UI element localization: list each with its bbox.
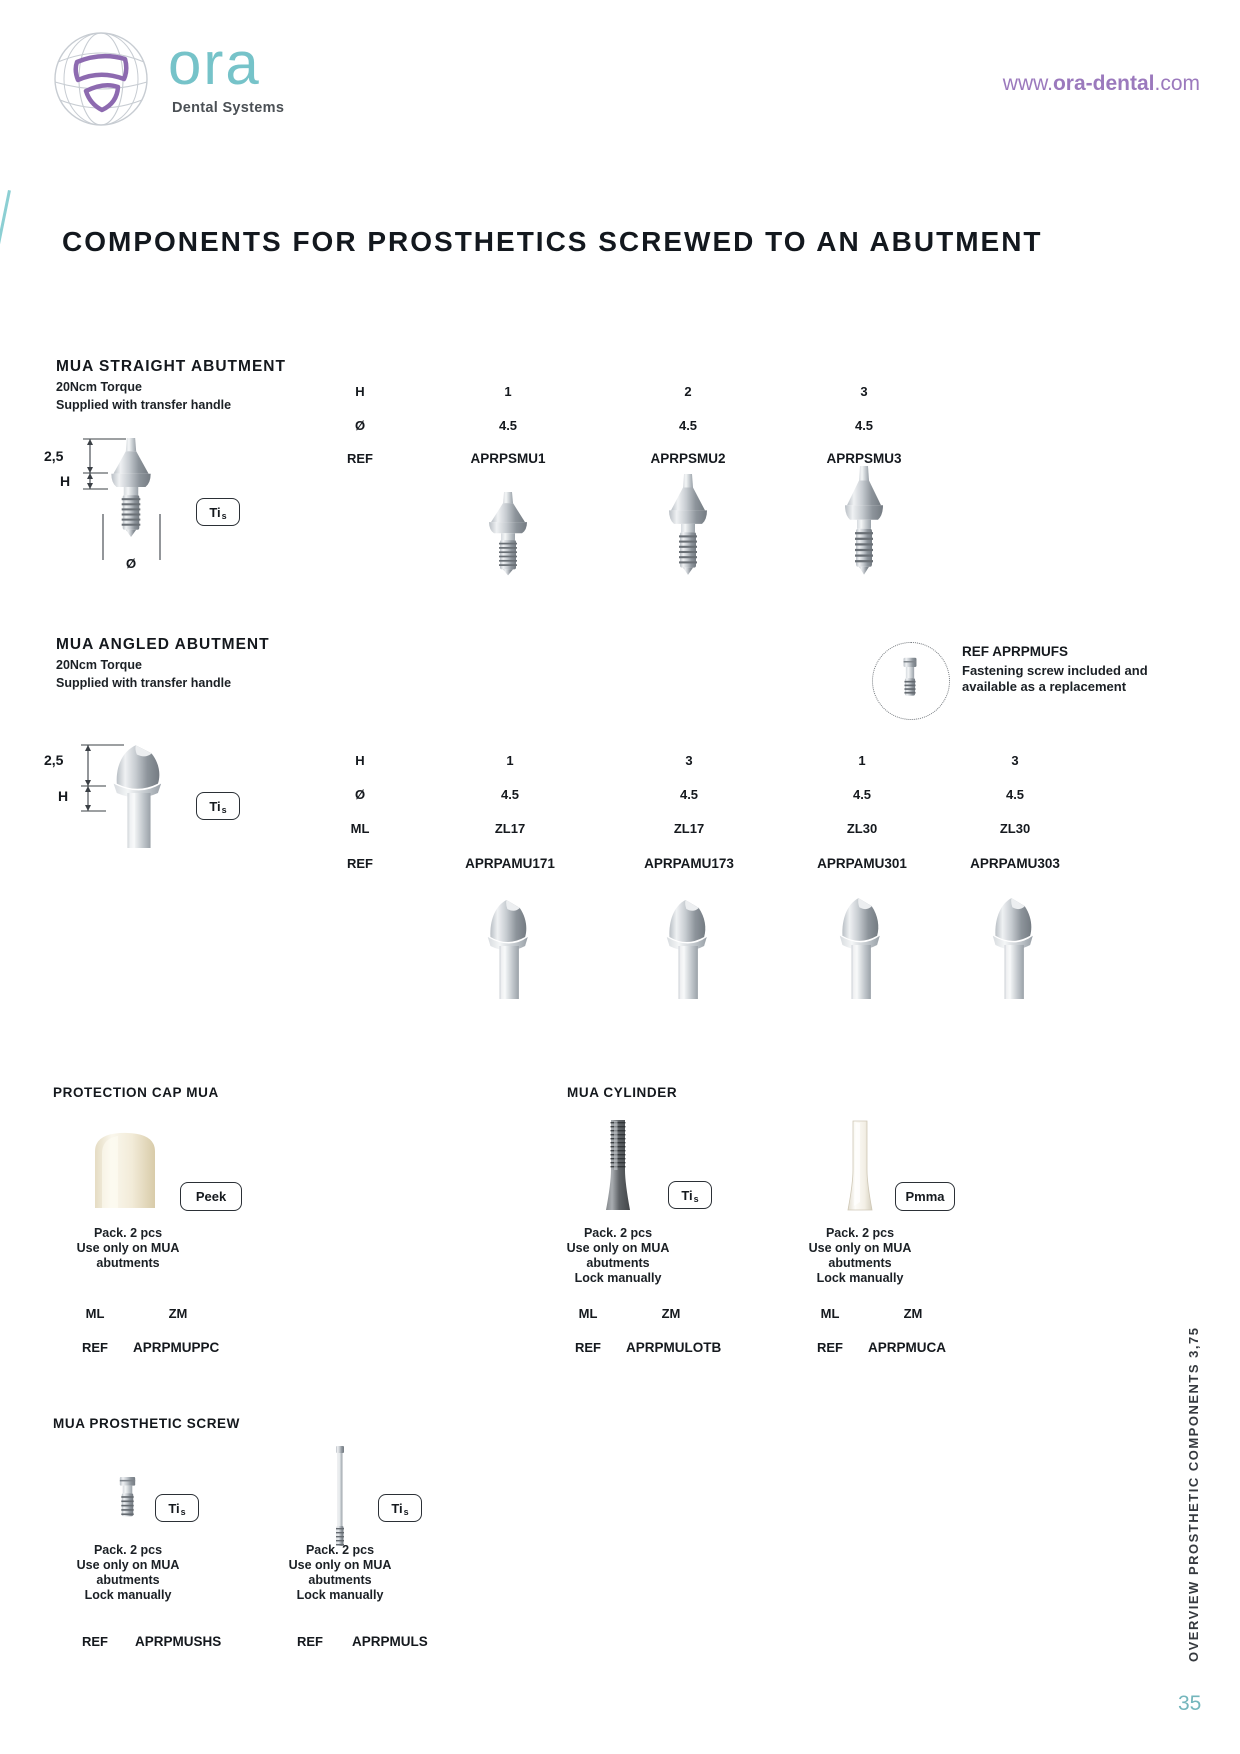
straight-d-value: 4.5 xyxy=(678,418,698,433)
straight-ref-row-label: REF xyxy=(347,451,373,466)
brand-subtitle: Dental Systems xyxy=(172,100,285,116)
angled-d-value: 4.5 xyxy=(500,787,520,802)
long-screw-image xyxy=(333,1446,347,1550)
url-suffix: .com xyxy=(1154,72,1200,95)
long-screw-material-badge xyxy=(378,1494,422,1522)
straight-h-value: 1 xyxy=(504,384,512,399)
material-label: Ti xyxy=(168,1500,180,1516)
angled-abutment-product-image xyxy=(657,895,721,999)
pack-note: Pack. 2 pcs xyxy=(305,1543,375,1557)
angled-ref-value: APRPAMU171 xyxy=(465,856,555,871)
fastening-note-ref: REF APRPMUFS xyxy=(962,644,1069,659)
angled-supplied-note: Supplied with transfer handle xyxy=(56,676,232,690)
straight-torque-note: 20Ncm Torque xyxy=(56,380,142,394)
straight-d-value: 4.5 xyxy=(498,418,518,433)
ti-cylinder-image xyxy=(601,1120,635,1212)
straight-section-heading: MUA STRAIGHT ABUTMENT xyxy=(56,358,286,375)
material-sub: s xyxy=(180,1506,186,1517)
ref-label: REF xyxy=(575,1340,601,1355)
pack-note: Pack. 2 pcs xyxy=(825,1226,895,1240)
pack-note: abutments xyxy=(96,1573,160,1587)
angled-section-heading: MUA ANGLED ABUTMENT xyxy=(56,636,270,653)
fastening-note-line2: available as a replacement xyxy=(962,679,1127,694)
pack-note: Lock manually xyxy=(574,1271,662,1285)
straight-h-value: 3 xyxy=(860,384,868,399)
pack-note: Pack. 2 pcs xyxy=(93,1543,163,1557)
ref-label: REF xyxy=(817,1340,843,1355)
angled-ml-value: ZL17 xyxy=(494,821,526,836)
pack-note: Use only on MUA xyxy=(566,1241,670,1255)
angled-ml-row-label: ML xyxy=(350,821,370,836)
material-sub: s xyxy=(403,1506,409,1517)
straight-dim-diameter-label: Ø xyxy=(125,556,137,571)
straight-dim-h-label: H xyxy=(60,473,71,489)
angled-ref-row-label: REF xyxy=(347,856,373,871)
fastening-screw-image xyxy=(898,656,922,702)
globe-logo-icon xyxy=(52,30,150,128)
angled-ml-value: ZL30 xyxy=(999,821,1031,836)
url-domain: ora-dental xyxy=(1052,72,1155,95)
material-sub: s xyxy=(221,510,227,521)
angled-d-value: 4.5 xyxy=(852,787,872,802)
angled-h-value: 1 xyxy=(858,753,866,768)
straight-d-value: 4.5 xyxy=(854,418,874,433)
angled-h-value: 3 xyxy=(685,753,693,768)
angled-d-value: 4.5 xyxy=(679,787,699,802)
straight-d-row-label: Ø xyxy=(354,418,366,433)
angled-d-value: 4.5 xyxy=(1005,787,1025,802)
short-screw-material-badge xyxy=(155,1494,199,1522)
zm-column-label: ZM xyxy=(903,1306,923,1321)
prosthetic-screw-heading: MUA PROSTHETIC SCREW xyxy=(53,1416,240,1431)
cylinder-heading: MUA CYLINDER xyxy=(567,1085,678,1100)
pack-note: Use only on MUA xyxy=(288,1558,392,1572)
ml-column-label: ML xyxy=(578,1306,598,1321)
straight-h-row-label: H xyxy=(355,384,365,399)
straight-supplied-note: Supplied with transfer handle xyxy=(56,398,232,412)
angled-dim-25-label: 2,5 xyxy=(44,752,64,768)
url-prefix: www. xyxy=(1002,72,1053,95)
brand-wordmark: ora xyxy=(168,30,261,97)
fastening-note-line1: Fastening screw included and xyxy=(962,663,1148,678)
angled-material-badge xyxy=(196,792,240,820)
material-label: Peek xyxy=(195,1189,227,1204)
pack-note: Use only on MUA xyxy=(76,1558,180,1572)
sidebar-vertical-text: OVERVIEW PROSTHETIC COMPONENTS 3,75 xyxy=(1186,1326,1201,1662)
pmma-cylinder-material-badge xyxy=(895,1182,955,1211)
pack-note: Lock manually xyxy=(296,1588,384,1602)
title-accent-line xyxy=(0,190,10,291)
angled-torque-note: 20Ncm Torque xyxy=(56,658,142,672)
ml-column-label: ML xyxy=(820,1306,840,1321)
angled-ml-value: ZL17 xyxy=(673,821,705,836)
ref-label: REF xyxy=(297,1634,323,1649)
straight-ref-value: APRPSMU1 xyxy=(470,451,546,466)
angled-dim-h-label: H xyxy=(58,788,69,804)
straight-h-value: 2 xyxy=(684,384,692,399)
angled-abutment-product-image xyxy=(478,895,542,999)
angled-abutment-diagram-image xyxy=(102,740,178,848)
pack-note: Pack. 2 pcs xyxy=(93,1226,163,1240)
pack-note: Use only on MUA xyxy=(76,1241,180,1255)
pack-note: Lock manually xyxy=(84,1588,172,1602)
angled-abutment-product-image xyxy=(830,893,894,999)
ml-column-label: ML xyxy=(85,1306,105,1321)
straight-abutment-product-image xyxy=(836,466,892,578)
zm-column-label: ZM xyxy=(661,1306,681,1321)
protection-cap-material-badge xyxy=(180,1182,242,1211)
straight-abutment-product-image xyxy=(660,474,716,578)
ref-value: APRPMULOTB xyxy=(626,1340,722,1355)
straight-material-badge xyxy=(196,498,240,526)
angled-ref-value: APRPAMU301 xyxy=(817,856,907,871)
pack-note: abutments xyxy=(308,1573,372,1587)
protection-cap-image xyxy=(92,1130,158,1208)
angled-abutment-product-image xyxy=(983,893,1047,999)
pack-note: abutments xyxy=(586,1256,650,1270)
pack-note: Lock manually xyxy=(816,1271,904,1285)
ref-label: REF xyxy=(82,1634,108,1649)
pmma-cylinder-image xyxy=(843,1120,877,1212)
ref-value: APRPMUCA xyxy=(868,1340,947,1355)
straight-diameter-lines xyxy=(102,514,162,562)
angled-h-value: 3 xyxy=(1011,753,1019,768)
angled-ref-value: APRPAMU173 xyxy=(644,856,734,871)
pack-note: abutments xyxy=(828,1256,892,1270)
straight-dim-25-label: 2,5 xyxy=(44,448,64,464)
pack-note: Pack. 2 pcs xyxy=(583,1226,653,1240)
ref-value: APRPMULS xyxy=(352,1634,428,1649)
angled-ml-value: ZL30 xyxy=(846,821,878,836)
angled-d-row-label: Ø xyxy=(354,787,366,802)
material-label: Ti xyxy=(391,1500,403,1516)
material-sub: s xyxy=(221,804,227,815)
material-label: Ti xyxy=(681,1187,693,1203)
ti-cylinder-material-badge xyxy=(668,1181,712,1209)
straight-abutment-product-image xyxy=(480,492,536,578)
website-url xyxy=(1003,72,1200,96)
ref-value: APRPMUPPC xyxy=(133,1340,220,1355)
straight-ref-value: APRPSMU3 xyxy=(826,451,902,466)
ref-value: APRPMUSHS xyxy=(135,1634,222,1649)
material-label: Pmma xyxy=(905,1189,945,1204)
pack-note: abutments xyxy=(96,1256,160,1270)
pack-note: Use only on MUA xyxy=(808,1241,912,1255)
protection-cap-heading: PROTECTION CAP MUA xyxy=(53,1085,219,1100)
angled-ref-value: APRPAMU303 xyxy=(970,856,1060,871)
material-sub: s xyxy=(693,1193,699,1204)
material-label: Ti xyxy=(209,798,221,814)
zm-column-label: ZM xyxy=(168,1306,188,1321)
angled-h-row-label: H xyxy=(355,753,365,768)
short-screw-image xyxy=(116,1476,139,1524)
material-label: Ti xyxy=(209,504,221,520)
page-title: COMPONENTS FOR PROSTHETICS SCREWED TO AN ABUTMENT xyxy=(62,226,1043,257)
page-number: 35 xyxy=(1178,1692,1202,1715)
ref-label: REF xyxy=(82,1340,108,1355)
straight-ref-value: APRPSMU2 xyxy=(650,451,726,466)
angled-h-value: 1 xyxy=(506,753,514,768)
